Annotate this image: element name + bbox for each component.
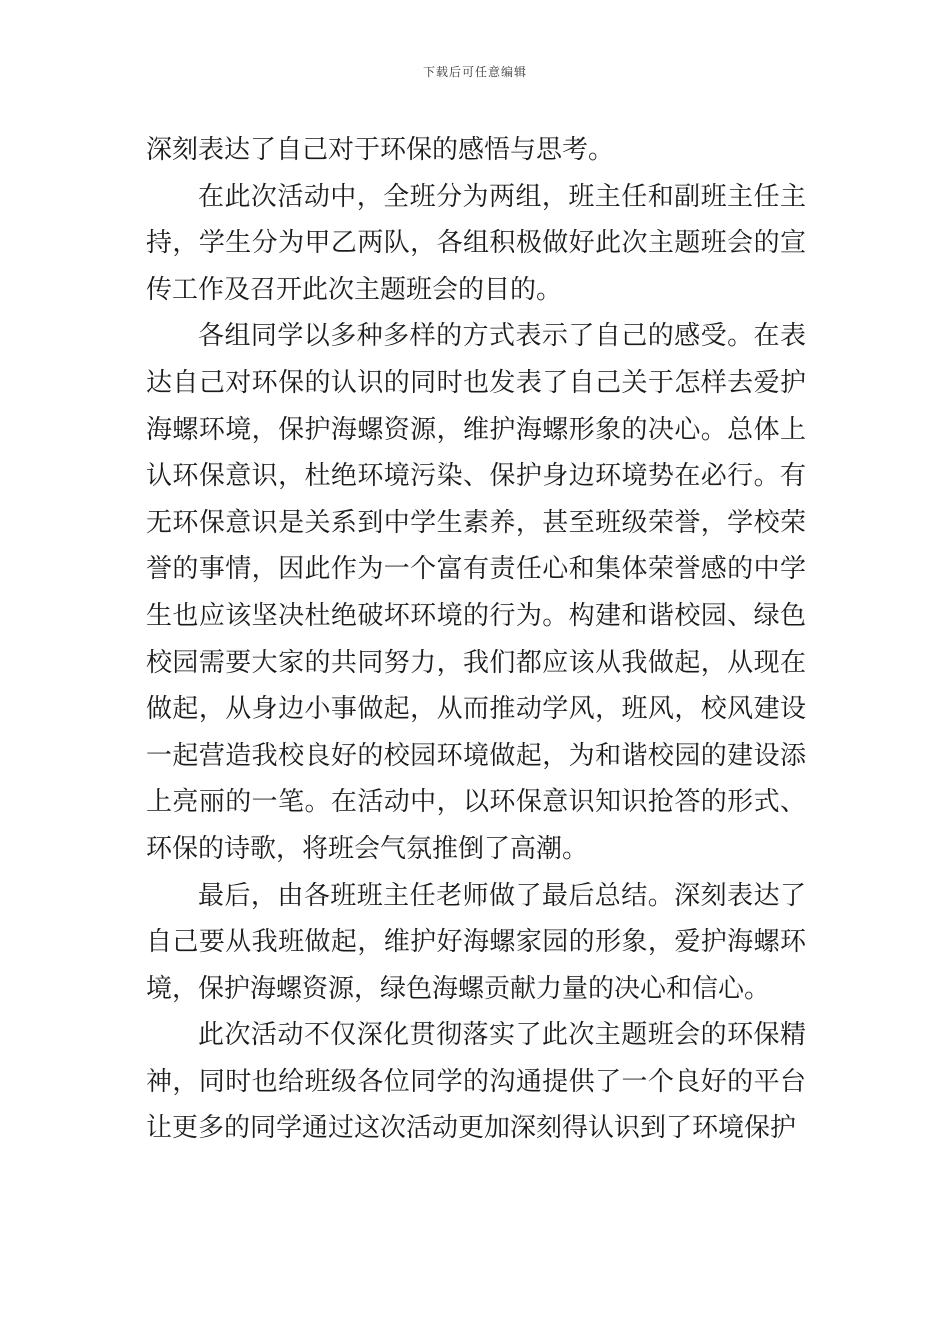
body-text	[146, 127, 806, 1152]
page-header-note: 下载后可任意编辑	[422, 65, 527, 79]
paragraph-group-feelings: 各组同学以多种多样的方式表示了自己的感受。在表达自己对环保的认识的同时也发表了自己关于怎样去爱护海螺环境，保护海螺资源，维护海螺形象的决心。总体上认环保意识，杜绝环境污染、保护身边环境势在必行。有无环保意识是关系到中学生素养，甚至班级荣誉，学校荣誉的事情，因此作为一个富有责任心和集体荣誉感的中学生也应该坚决杜绝破坏环境的行为。构建和谐校园、绿色校园需要大家的共同努力，我们都应该从我做起，从现在做起，从身边小事做起，从而推动学风，班风，校风建设一起营造我校良好的校园环境做起，为和谐校园的建设添上亮丽的一笔。在活动中，以环保意识知识抢答的形式、环保的诗歌，将班会气氛推倒了高潮。	[146, 321, 806, 864]
paragraph-summary: 最后，由各班班主任老师做了最后总结。深刻表达了自己要从我班做起，维护好海螺家园的形象，爱护海螺环境，保护海螺资源，绿色海螺贡献力量的决心和信心。	[146, 880, 806, 1004]
paragraph-continuation: 深刻表达了自己对于环保的感悟与思考。	[146, 135, 615, 165]
paragraph-conclusion: 此次活动不仅深化贯彻落实了此次主题班会的环保精神，同时也给班级各位同学的沟通提供了一个良好的平台让更多的同学通过这次活动更加深刻得认识到了环境保护	[146, 1020, 806, 1144]
paragraph-activity-setup: 在此次活动中，全班分为两组，班主任和副班主任主持，学生分为甲乙两队，各组积极做好此次主题班会的宣传工作及召开此次主题班会的目的。	[146, 181, 806, 305]
